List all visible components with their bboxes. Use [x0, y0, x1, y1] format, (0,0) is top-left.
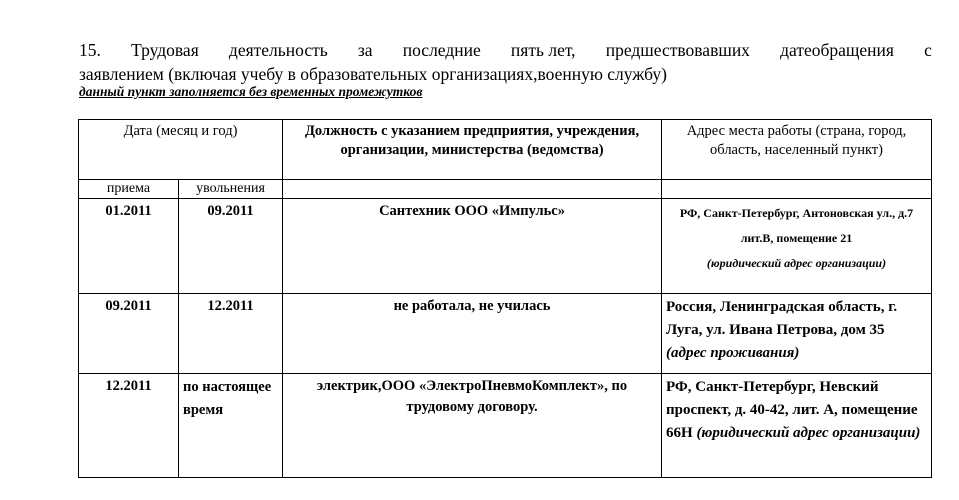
subheader-empty — [283, 180, 662, 199]
heading-word: за — [357, 40, 373, 60]
row-start-date: 09.2011 — [79, 294, 179, 374]
row-address-main: Россия, Ленинградская область, г. Луга, ул. Ивана Петрова, дом 35 — [666, 299, 898, 338]
header-position-label: Должность с указанием предприятия, учреждения, организации, министерства (ведомства) — [304, 123, 640, 158]
employment-table — [78, 119, 932, 478]
section-heading-line2: заявлением (включая учебу в образовательных организациях,военную службу) — [79, 64, 667, 84]
heading-word: деятельность — [228, 40, 328, 60]
row-start-date: 12.2011 — [79, 374, 179, 478]
header-position — [283, 120, 662, 180]
row-position: Сантехник ООО «Импульс» — [283, 199, 662, 294]
header-address-label: Адрес места работы (страна, город, область, населенный пункт) — [686, 123, 907, 158]
row-address-main: РФ, Санкт-Петербург, Антоновская ул., д.7 лит.В, помещение 21 — [679, 206, 914, 245]
row-position: электрик,ООО «ЭлектроПневмоКомплект», по трудовому договору. — [283, 374, 662, 478]
row-address-note: (адрес проживания) — [666, 345, 800, 361]
heading-word: с — [924, 40, 932, 60]
table-header-row — [79, 120, 932, 180]
table-row — [79, 374, 932, 478]
row-end-date: 09.2011 — [179, 199, 283, 294]
heading-word: 15. — [79, 40, 101, 60]
header-date-label: Дата (месяц и год) — [123, 123, 238, 139]
row-address-note: (юридический адрес организации) — [706, 256, 887, 270]
row-end-date: по настоящее время — [179, 374, 283, 478]
heading-word: пять лет, — [510, 40, 576, 60]
heading-word: Трудовая — [131, 40, 199, 60]
row-start-date: 01.2011 — [79, 199, 179, 294]
heading-word: предшествовавших — [605, 40, 750, 60]
row-position: не работала, не училась — [283, 294, 662, 374]
row-end-date: 12.2011 — [179, 294, 283, 374]
heading-word: датеобращения — [780, 40, 894, 60]
row-address-main: РФ, Санкт-Петербург, Невский проспект, д. 40-42, лит. А, помещение 66Н — [666, 379, 918, 441]
header-address — [662, 120, 932, 180]
row-address — [662, 199, 932, 294]
table-row — [79, 294, 932, 374]
heading-word: последние — [402, 40, 481, 60]
section-heading-line1 — [79, 38, 932, 62]
table-row — [79, 199, 932, 294]
row-address — [662, 374, 932, 478]
header-date — [79, 120, 283, 180]
subheader-end: увольнения — [179, 180, 283, 199]
section-heading — [79, 38, 932, 86]
subheader-start: приема — [79, 180, 179, 199]
row-address — [662, 294, 932, 374]
row-address-note: (юридический адрес организации) — [696, 425, 921, 441]
table-subheader-row — [79, 180, 932, 199]
section-note: данный пункт заполняется без временных промежутков — [79, 84, 423, 99]
subheader-empty — [662, 180, 932, 199]
